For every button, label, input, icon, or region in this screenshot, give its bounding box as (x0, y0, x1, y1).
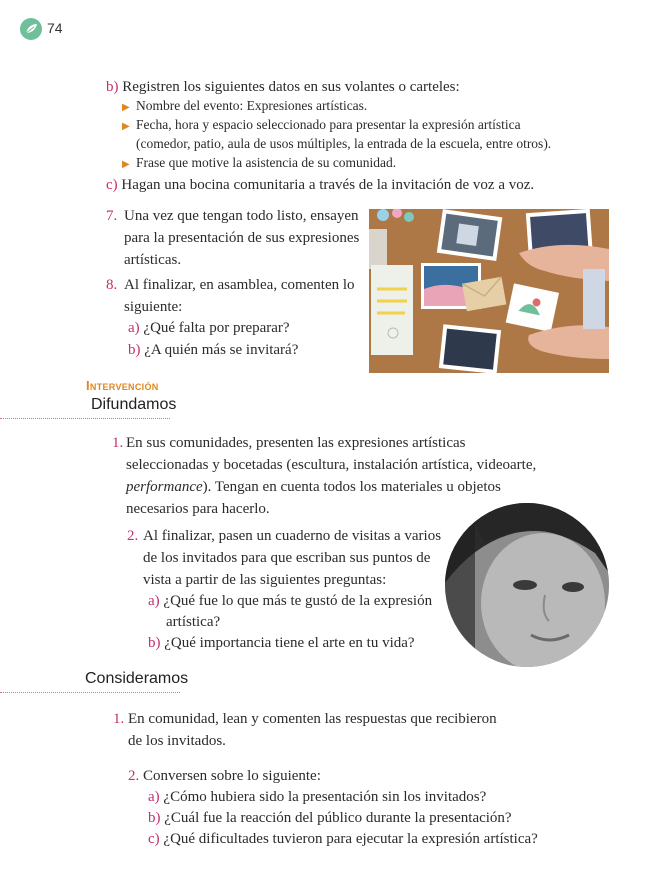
item-7-line3: artísticas. (124, 252, 182, 268)
d1-num: 1. (112, 435, 124, 451)
c2-sub-b: b) ¿Cuál fue la reacción del público durante la presentación? (148, 810, 512, 826)
d1-line3: performance). Tengan en cuenta todos los materiales u objetos (126, 479, 501, 495)
d1-line2: seleccionadas y bocetadas (escultura, instalación artística, videoarte, (126, 457, 537, 473)
triangle-bullet-icon: ▶ (122, 102, 130, 113)
corkboard-illustration (369, 209, 609, 373)
c1-num: 1. (113, 711, 125, 727)
page-badge (20, 18, 42, 40)
c2-sub-c: c) ¿Qué dificultades tuvieron para ejecutar la expresión artística? (148, 831, 538, 847)
bullet-3: ▶ Frase que motive la asistencia de su comunidad. (122, 153, 396, 175)
item-c: c) Hagan una bocina comunitaria a través de la invitación de voz a voz. (106, 177, 535, 193)
section-title: Difundamos (91, 396, 177, 413)
page-number: 74 (47, 20, 63, 36)
item-8-line1: Al finalizar, en asamblea, comenten lo (124, 277, 355, 293)
item-7: 7. (106, 208, 118, 224)
triangle-bullet-icon: ▶ (122, 159, 130, 170)
d1-line1: En sus comunidades, presenten las expresiones artísticas (126, 435, 466, 451)
section-divider (0, 418, 170, 419)
item-8-sub-a: a) ¿Qué falta por preparar? (128, 320, 290, 336)
c2-sub-a: a) ¿Cómo hubiera sido la presentación sin los invitados? (148, 789, 487, 805)
item-7-line1: Una vez que tengan todo listo, ensayen (124, 208, 359, 224)
item-8: 8. (106, 277, 118, 293)
corkboard-photo (369, 209, 609, 373)
c1-line2: de los invitados. (128, 733, 226, 749)
item-b-text: Registren los siguientes datos en sus volantes o carteles: (122, 79, 460, 95)
bullet-2-cont: (comedor, patio, aula de usos múltiples, la entrada de la escuela, entre otros). (136, 136, 552, 151)
leaf-icon (20, 18, 42, 40)
consideramos-divider (0, 692, 180, 693)
portrait-photo (445, 503, 609, 667)
item-8-sub-b: b) ¿A quién más se invitará? (128, 342, 299, 358)
d2-sub-b: b) ¿Qué importancia tiene el arte en tu vida? (148, 635, 415, 651)
d2-num: 2. (127, 528, 139, 544)
d2-line1: Al finalizar, pasen un cuaderno de visitas a varios (143, 528, 442, 544)
girl-portrait-illustration (445, 503, 609, 667)
item-7-line2: para la presentación de sus expresiones (124, 230, 360, 246)
item-8-line2: siguiente: (124, 299, 183, 315)
c1-line1: En comunidad, lean y comenten las respuestas que recibieron (128, 711, 497, 727)
d2-sub-a: a) ¿Qué fue lo que más te gustó de la expresión (148, 593, 433, 609)
d2-line3: vista a partir de las siguientes preguntas: (143, 572, 387, 588)
d2-line2: de los invitados para que escriban sus puntos de (143, 550, 431, 566)
d1-line4: necesarios para hacerlo. (126, 501, 270, 517)
triangle-bullet-icon: ▶ (122, 121, 130, 132)
consideramos-title: Consideramos (85, 670, 189, 687)
section-label: Intervención (86, 378, 159, 393)
bullet-1: ▶ Nombre del evento: Expresiones artísticas. (122, 96, 367, 118)
d2-sub-a-cont: artística? (166, 614, 221, 630)
bullet-2: ▶ Fecha, hora y espacio seleccionado para presentar la expresión artística (122, 115, 521, 137)
item-b (106, 76, 460, 98)
c2: 2. Conversen sobre lo siguiente: (128, 768, 321, 784)
item-b-letter: b) (106, 79, 119, 95)
